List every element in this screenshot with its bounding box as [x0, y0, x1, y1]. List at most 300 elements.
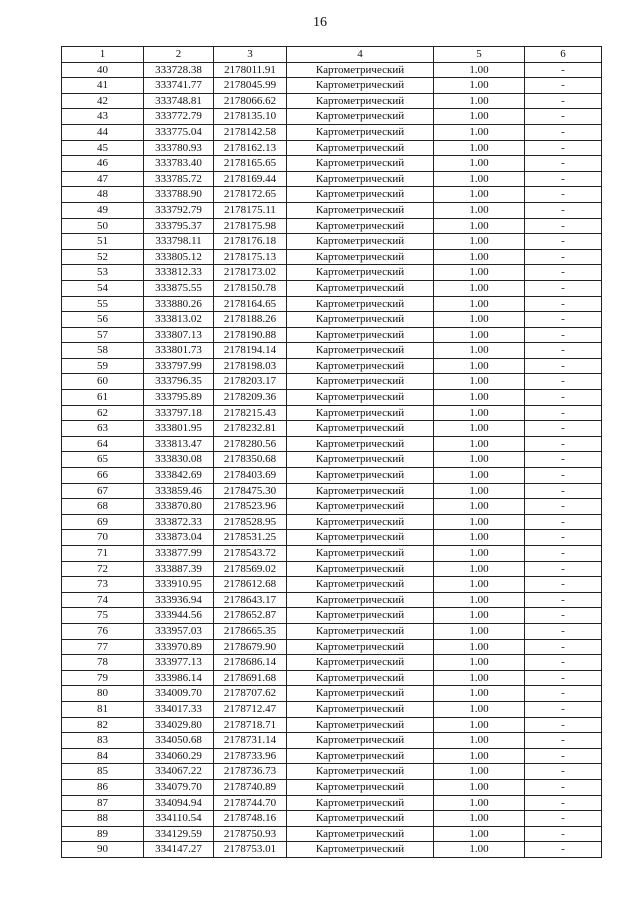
table-header-row	[62, 47, 602, 63]
accuracy-cell: 1.00	[434, 234, 525, 250]
point-number-cell: 74	[62, 592, 144, 608]
point-number-cell: 65	[62, 452, 144, 468]
y-coordinate-cell: 2178165.65	[214, 156, 287, 172]
accuracy-cell: 1.00	[434, 171, 525, 187]
table-row	[62, 124, 602, 140]
note-cell: -	[525, 343, 602, 359]
y-coordinate-cell: 2178173.02	[214, 265, 287, 281]
y-coordinate-cell: 2178188.26	[214, 312, 287, 328]
method-cell: Картометрический	[287, 608, 434, 624]
y-coordinate-cell: 2178731.14	[214, 733, 287, 749]
x-coordinate-cell: 333798.11	[144, 234, 214, 250]
x-coordinate-cell: 334029.80	[144, 717, 214, 733]
x-coordinate-cell: 333788.90	[144, 187, 214, 203]
table-row	[62, 530, 602, 546]
accuracy-cell: 1.00	[434, 358, 525, 374]
table-row	[62, 171, 602, 187]
y-coordinate-cell: 2178612.68	[214, 577, 287, 593]
note-cell: -	[525, 795, 602, 811]
note-cell: -	[525, 187, 602, 203]
x-coordinate-cell: 334009.70	[144, 686, 214, 702]
point-number-cell: 69	[62, 514, 144, 530]
note-cell: -	[525, 577, 602, 593]
table-row	[62, 296, 602, 312]
method-cell: Картометрический	[287, 670, 434, 686]
x-coordinate-cell: 333795.37	[144, 218, 214, 234]
x-coordinate-cell: 333887.39	[144, 561, 214, 577]
point-number-cell: 59	[62, 358, 144, 374]
y-coordinate-cell: 2178740.89	[214, 779, 287, 795]
table-row	[62, 577, 602, 593]
point-number-cell: 62	[62, 405, 144, 421]
x-coordinate-cell: 333775.04	[144, 124, 214, 140]
y-coordinate-cell: 2178528.95	[214, 514, 287, 530]
method-cell: Картометрический	[287, 546, 434, 562]
note-cell: -	[525, 701, 602, 717]
method-cell: Картометрический	[287, 655, 434, 671]
table-row	[62, 156, 602, 172]
accuracy-cell: 1.00	[434, 717, 525, 733]
method-cell: Картометрический	[287, 78, 434, 94]
table-row	[62, 592, 602, 608]
accuracy-cell: 1.00	[434, 733, 525, 749]
point-number-cell: 87	[62, 795, 144, 811]
table-row	[62, 639, 602, 655]
table-row	[62, 109, 602, 125]
y-coordinate-cell: 2178403.69	[214, 468, 287, 484]
method-cell: Картометрический	[287, 795, 434, 811]
note-cell: -	[525, 249, 602, 265]
note-cell: -	[525, 124, 602, 140]
point-number-cell: 71	[62, 546, 144, 562]
point-number-cell: 82	[62, 717, 144, 733]
y-coordinate-cell: 2178045.99	[214, 78, 287, 94]
method-cell: Картометрический	[287, 390, 434, 406]
accuracy-cell: 1.00	[434, 795, 525, 811]
accuracy-cell: 1.00	[434, 452, 525, 468]
table-row	[62, 623, 602, 639]
method-cell: Картометрический	[287, 623, 434, 639]
y-coordinate-cell: 2178175.13	[214, 249, 287, 265]
y-coordinate-cell: 2178164.65	[214, 296, 287, 312]
y-coordinate-cell: 2178736.73	[214, 764, 287, 780]
note-cell: -	[525, 670, 602, 686]
table-row	[62, 374, 602, 390]
x-coordinate-cell: 334079.70	[144, 779, 214, 795]
note-cell: -	[525, 265, 602, 281]
table-row	[62, 670, 602, 686]
y-coordinate-cell: 2178194.14	[214, 343, 287, 359]
accuracy-cell: 1.00	[434, 811, 525, 827]
table-row	[62, 842, 602, 858]
method-cell: Картометрический	[287, 764, 434, 780]
x-coordinate-cell: 333877.99	[144, 546, 214, 562]
method-cell: Картометрический	[287, 109, 434, 125]
point-number-cell: 57	[62, 327, 144, 343]
y-coordinate-cell: 2178175.98	[214, 218, 287, 234]
point-number-cell: 48	[62, 187, 144, 203]
method-cell: Картометрический	[287, 483, 434, 499]
x-coordinate-cell: 333780.93	[144, 140, 214, 156]
table-row	[62, 218, 602, 234]
point-number-cell: 88	[62, 811, 144, 827]
note-cell: -	[525, 826, 602, 842]
note-cell: -	[525, 280, 602, 296]
note-cell: -	[525, 452, 602, 468]
point-number-cell: 60	[62, 374, 144, 390]
x-coordinate-cell: 334110.54	[144, 811, 214, 827]
table-row	[62, 717, 602, 733]
method-cell: Картометрический	[287, 811, 434, 827]
method-cell: Картометрический	[287, 374, 434, 390]
table-row	[62, 764, 602, 780]
note-cell: -	[525, 421, 602, 437]
table-row	[62, 701, 602, 717]
point-number-cell: 70	[62, 530, 144, 546]
note-cell: -	[525, 93, 602, 109]
point-number-cell: 43	[62, 109, 144, 125]
y-coordinate-cell: 2178712.47	[214, 701, 287, 717]
method-cell: Картометрический	[287, 280, 434, 296]
method-cell: Картометрический	[287, 218, 434, 234]
x-coordinate-cell: 334129.59	[144, 826, 214, 842]
x-coordinate-cell: 333797.18	[144, 405, 214, 421]
note-cell: -	[525, 109, 602, 125]
method-cell: Картометрический	[287, 140, 434, 156]
point-number-cell: 68	[62, 499, 144, 515]
column-header: 4	[287, 47, 434, 63]
method-cell: Картометрический	[287, 171, 434, 187]
table-row	[62, 62, 602, 78]
point-number-cell: 79	[62, 670, 144, 686]
x-coordinate-cell: 333805.12	[144, 249, 214, 265]
point-number-cell: 49	[62, 202, 144, 218]
accuracy-cell: 1.00	[434, 842, 525, 858]
column-header: 6	[525, 47, 602, 63]
x-coordinate-cell: 333830.08	[144, 452, 214, 468]
accuracy-cell: 1.00	[434, 280, 525, 296]
method-cell: Картометрический	[287, 499, 434, 515]
point-number-cell: 50	[62, 218, 144, 234]
point-number-cell: 67	[62, 483, 144, 499]
method-cell: Картометрический	[287, 327, 434, 343]
y-coordinate-cell: 2178531.25	[214, 530, 287, 546]
table-row	[62, 436, 602, 452]
y-coordinate-cell: 2178190.88	[214, 327, 287, 343]
x-coordinate-cell: 334050.68	[144, 733, 214, 749]
accuracy-cell: 1.00	[434, 623, 525, 639]
point-number-cell: 54	[62, 280, 144, 296]
accuracy-cell: 1.00	[434, 421, 525, 437]
table-row	[62, 202, 602, 218]
x-coordinate-cell: 333807.13	[144, 327, 214, 343]
point-number-cell: 52	[62, 249, 144, 265]
note-cell: -	[525, 218, 602, 234]
table-row	[62, 140, 602, 156]
note-cell: -	[525, 140, 602, 156]
point-number-cell: 80	[62, 686, 144, 702]
point-number-cell: 72	[62, 561, 144, 577]
x-coordinate-cell: 333859.46	[144, 483, 214, 499]
note-cell: -	[525, 374, 602, 390]
accuracy-cell: 1.00	[434, 265, 525, 281]
table-row	[62, 811, 602, 827]
x-coordinate-cell: 333792.79	[144, 202, 214, 218]
column-header: 3	[214, 47, 287, 63]
method-cell: Картометрический	[287, 93, 434, 109]
method-cell: Картометрический	[287, 577, 434, 593]
y-coordinate-cell: 2178475.30	[214, 483, 287, 499]
table-row	[62, 358, 602, 374]
coordinates-table	[61, 46, 602, 858]
point-number-cell: 76	[62, 623, 144, 639]
x-coordinate-cell: 333772.79	[144, 109, 214, 125]
accuracy-cell: 1.00	[434, 296, 525, 312]
accuracy-cell: 1.00	[434, 561, 525, 577]
method-cell: Картометрический	[287, 530, 434, 546]
method-cell: Картометрический	[287, 717, 434, 733]
page-number: 16	[313, 15, 327, 30]
note-cell: -	[525, 234, 602, 250]
point-number-cell: 41	[62, 78, 144, 94]
x-coordinate-cell: 333986.14	[144, 670, 214, 686]
point-number-cell: 53	[62, 265, 144, 281]
note-cell: -	[525, 390, 602, 406]
y-coordinate-cell: 2178280.56	[214, 436, 287, 452]
y-coordinate-cell: 2178750.93	[214, 826, 287, 842]
note-cell: -	[525, 748, 602, 764]
note-cell: -	[525, 546, 602, 562]
accuracy-cell: 1.00	[434, 93, 525, 109]
accuracy-cell: 1.00	[434, 686, 525, 702]
method-cell: Картометрический	[287, 202, 434, 218]
x-coordinate-cell: 333783.40	[144, 156, 214, 172]
x-coordinate-cell: 334094.94	[144, 795, 214, 811]
y-coordinate-cell: 2178135.10	[214, 109, 287, 125]
method-cell: Картометрический	[287, 514, 434, 530]
note-cell: -	[525, 733, 602, 749]
y-coordinate-cell: 2178142.58	[214, 124, 287, 140]
x-coordinate-cell: 333801.95	[144, 421, 214, 437]
method-cell: Картометрический	[287, 421, 434, 437]
note-cell: -	[525, 655, 602, 671]
accuracy-cell: 1.00	[434, 655, 525, 671]
accuracy-cell: 1.00	[434, 187, 525, 203]
note-cell: -	[525, 483, 602, 499]
note-cell: -	[525, 296, 602, 312]
x-coordinate-cell: 333795.89	[144, 390, 214, 406]
accuracy-cell: 1.00	[434, 639, 525, 655]
method-cell: Картометрический	[287, 312, 434, 328]
accuracy-cell: 1.00	[434, 78, 525, 94]
accuracy-cell: 1.00	[434, 701, 525, 717]
x-coordinate-cell: 333880.26	[144, 296, 214, 312]
y-coordinate-cell: 2178679.90	[214, 639, 287, 655]
note-cell: -	[525, 499, 602, 515]
note-cell: -	[525, 468, 602, 484]
method-cell: Картометрический	[287, 842, 434, 858]
accuracy-cell: 1.00	[434, 670, 525, 686]
table-row	[62, 312, 602, 328]
accuracy-cell: 1.00	[434, 390, 525, 406]
y-coordinate-cell: 2178169.44	[214, 171, 287, 187]
note-cell: -	[525, 561, 602, 577]
method-cell: Картометрический	[287, 468, 434, 484]
x-coordinate-cell: 333875.55	[144, 280, 214, 296]
note-cell: -	[525, 171, 602, 187]
x-coordinate-cell: 333813.47	[144, 436, 214, 452]
y-coordinate-cell: 2178686.14	[214, 655, 287, 671]
y-coordinate-cell: 2178232.81	[214, 421, 287, 437]
table-row	[62, 795, 602, 811]
note-cell: -	[525, 779, 602, 795]
column-header: 1	[62, 47, 144, 63]
table-row	[62, 234, 602, 250]
method-cell: Картометрический	[287, 343, 434, 359]
y-coordinate-cell: 2178172.65	[214, 187, 287, 203]
note-cell: -	[525, 592, 602, 608]
method-cell: Картометрический	[287, 748, 434, 764]
table-row	[62, 779, 602, 795]
accuracy-cell: 1.00	[434, 514, 525, 530]
accuracy-cell: 1.00	[434, 327, 525, 343]
point-number-cell: 75	[62, 608, 144, 624]
y-coordinate-cell: 2178203.17	[214, 374, 287, 390]
table-row	[62, 280, 602, 296]
note-cell: -	[525, 327, 602, 343]
method-cell: Картометрический	[287, 265, 434, 281]
point-number-cell: 61	[62, 390, 144, 406]
table-row	[62, 249, 602, 265]
note-cell: -	[525, 156, 602, 172]
point-number-cell: 42	[62, 93, 144, 109]
table-row	[62, 483, 602, 499]
x-coordinate-cell: 333813.02	[144, 312, 214, 328]
table-row	[62, 514, 602, 530]
table-row	[62, 452, 602, 468]
note-cell: -	[525, 623, 602, 639]
point-number-cell: 58	[62, 343, 144, 359]
x-coordinate-cell: 333842.69	[144, 468, 214, 484]
point-number-cell: 63	[62, 421, 144, 437]
table-row	[62, 265, 602, 281]
point-number-cell: 40	[62, 62, 144, 78]
x-coordinate-cell: 333872.33	[144, 514, 214, 530]
y-coordinate-cell: 2178748.16	[214, 811, 287, 827]
method-cell: Картометрический	[287, 405, 434, 421]
table-row	[62, 343, 602, 359]
point-number-cell: 64	[62, 436, 144, 452]
note-cell: -	[525, 312, 602, 328]
method-cell: Картометрический	[287, 187, 434, 203]
y-coordinate-cell: 2178150.78	[214, 280, 287, 296]
note-cell: -	[525, 842, 602, 858]
accuracy-cell: 1.00	[434, 405, 525, 421]
note-cell: -	[525, 530, 602, 546]
note-cell: -	[525, 717, 602, 733]
method-cell: Картометрический	[287, 733, 434, 749]
table-row	[62, 499, 602, 515]
accuracy-cell: 1.00	[434, 436, 525, 452]
x-coordinate-cell: 333801.73	[144, 343, 214, 359]
accuracy-cell: 1.00	[434, 779, 525, 795]
accuracy-cell: 1.00	[434, 218, 525, 234]
table-row	[62, 187, 602, 203]
table-row	[62, 748, 602, 764]
method-cell: Картометрический	[287, 436, 434, 452]
accuracy-cell: 1.00	[434, 483, 525, 499]
y-coordinate-cell: 2178744.70	[214, 795, 287, 811]
table-row	[62, 608, 602, 624]
x-coordinate-cell: 333873.04	[144, 530, 214, 546]
y-coordinate-cell: 2178691.68	[214, 670, 287, 686]
x-coordinate-cell: 334017.33	[144, 701, 214, 717]
y-coordinate-cell: 2178066.62	[214, 93, 287, 109]
x-coordinate-cell: 333728.38	[144, 62, 214, 78]
point-number-cell: 83	[62, 733, 144, 749]
method-cell: Картометрический	[287, 62, 434, 78]
x-coordinate-cell: 333936.94	[144, 592, 214, 608]
point-number-cell: 84	[62, 748, 144, 764]
accuracy-cell: 1.00	[434, 124, 525, 140]
point-number-cell: 47	[62, 171, 144, 187]
table-row	[62, 826, 602, 842]
note-cell: -	[525, 764, 602, 780]
y-coordinate-cell: 2178176.18	[214, 234, 287, 250]
table-row	[62, 686, 602, 702]
note-cell: -	[525, 202, 602, 218]
note-cell: -	[525, 78, 602, 94]
x-coordinate-cell: 333741.77	[144, 78, 214, 94]
point-number-cell: 46	[62, 156, 144, 172]
accuracy-cell: 1.00	[434, 530, 525, 546]
accuracy-cell: 1.00	[434, 748, 525, 764]
y-coordinate-cell: 2178733.96	[214, 748, 287, 764]
point-number-cell: 51	[62, 234, 144, 250]
note-cell: -	[525, 62, 602, 78]
accuracy-cell: 1.00	[434, 312, 525, 328]
x-coordinate-cell: 334147.27	[144, 842, 214, 858]
accuracy-cell: 1.00	[434, 577, 525, 593]
x-coordinate-cell: 334060.29	[144, 748, 214, 764]
method-cell: Картометрический	[287, 779, 434, 795]
method-cell: Картометрический	[287, 124, 434, 140]
table-row	[62, 78, 602, 94]
note-cell: -	[525, 608, 602, 624]
accuracy-cell: 1.00	[434, 592, 525, 608]
point-number-cell: 73	[62, 577, 144, 593]
note-cell: -	[525, 358, 602, 374]
y-coordinate-cell: 2178162.13	[214, 140, 287, 156]
method-cell: Картометрический	[287, 358, 434, 374]
table-row	[62, 327, 602, 343]
table-row	[62, 655, 602, 671]
y-coordinate-cell: 2178569.02	[214, 561, 287, 577]
table-row	[62, 733, 602, 749]
y-coordinate-cell: 2178753.01	[214, 842, 287, 858]
note-cell: -	[525, 514, 602, 530]
y-coordinate-cell: 2178652.87	[214, 608, 287, 624]
table-row	[62, 468, 602, 484]
method-cell: Картометрический	[287, 592, 434, 608]
y-coordinate-cell: 2178198.03	[214, 358, 287, 374]
y-coordinate-cell: 2178011.91	[214, 62, 287, 78]
y-coordinate-cell: 2178643.17	[214, 592, 287, 608]
x-coordinate-cell: 333796.35	[144, 374, 214, 390]
column-header: 5	[434, 47, 525, 63]
y-coordinate-cell: 2178665.35	[214, 623, 287, 639]
y-coordinate-cell: 2178215.43	[214, 405, 287, 421]
